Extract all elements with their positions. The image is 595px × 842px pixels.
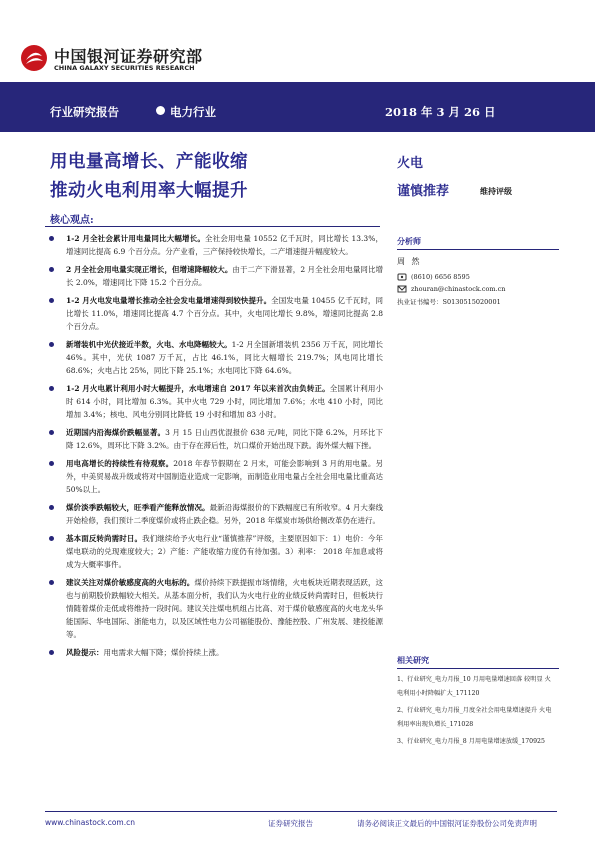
bullet-text: 由于二产下滑显著，2 月全社会用电量同比增长 2.0%，增速同比下降 15.2 个百分点。 [66, 265, 383, 287]
bullet-text: 2018 年春节假期在 2 月末，可能会影响到 3 月的用电量。另外，中美贸易战升级或将对中国制造业造成一定影响，而制造业用电量占全社会用电量比重高达 50%以上。 [66, 459, 383, 494]
core-bullet [48, 576, 383, 641]
bullet-dot-icon [49, 461, 54, 466]
bullet-text: 全国发电量 10455 亿千瓦时，同比增长 11.0%，增速同比提高 4.7 个百分点。其中，火电同比增长 9.8%，增速同比提高 2.8 个百分点。 [66, 296, 383, 331]
bullet-text: 煤价持续下跌提振市场情绪，火电板块近期表现活跃，这也与前期股价跌幅较大相关。从基本面分析，我们认为火电行业的业绩反转尚需时日，但板块行情随着煤价走低或将维持一段时间。建议关注煤电机组占比高、对于煤价敏感度高的火电龙头华能国际、华电国际、浙能电力，以及区域性电力公司福能股份、豫能控股、广州发展、建投能源等。 [66, 578, 383, 639]
core-bullet [48, 263, 383, 289]
analyst-section [397, 236, 559, 247]
bullet-heading: 近期国内沿海煤价跌幅显著。 [66, 428, 166, 437]
related-label: 相关研究 [397, 655, 429, 665]
footer-category: 证券研究报告 [268, 819, 313, 828]
bullet-heading: 基本面反转尚需时日。 [66, 534, 143, 543]
related-divider [397, 668, 559, 669]
core-heading: 核心观点: [50, 215, 94, 226]
bullet-heading: 用电高增长的持续性有待观察。 [66, 459, 174, 468]
report-title-line2: 推动火电利用率大幅提升 [50, 181, 248, 201]
email-icon [397, 285, 407, 293]
brand-name-en: CHINA GALAXY SECURITIES RESEARCH [54, 64, 195, 72]
bullet-heading: 新增装机中光伏接近半数，火电、水电降幅较大。 [66, 340, 232, 349]
core-divider [45, 226, 380, 227]
report-date: 2018 年 3 月 26 日 [385, 105, 496, 119]
bullet-dot-icon [49, 430, 54, 435]
bullet-text: 3 月 15 日山西优混报价 638 元/吨，同比下降 6.2%，月环比下降 12.6%，周环比下降 3.2%。由于存在滞后性，坑口煤价开始出现下跌。海外煤大幅下挫。 [66, 428, 384, 450]
core-bullet [48, 338, 383, 377]
analyst-email-row [397, 285, 505, 293]
related-list [397, 673, 557, 752]
analyst-phone: (8610) 6656 8595 [411, 273, 470, 281]
phone-icon [397, 273, 407, 281]
bullet-dot-icon [49, 236, 54, 241]
report-title-line1: 用电量高增长、产能收缩 [50, 152, 248, 172]
core-bullet [48, 232, 383, 258]
bullet-dot-icon [49, 342, 54, 347]
analyst-divider [397, 249, 559, 250]
bullet-dot-icon [49, 580, 54, 585]
rating-industry: 火电 [397, 156, 424, 171]
rating-value: 谨慎推荐 [397, 184, 450, 199]
footer-divider [45, 811, 557, 812]
bullet-dot-icon [49, 536, 54, 541]
related-item[interactable]: 3、行业研究_电力月报_8 月用电量增速放缓_170925 [397, 738, 545, 745]
core-bullet [48, 532, 383, 571]
core-bullet [48, 457, 383, 496]
bullet-heading: 建议关注对煤价敏感度高的火电标的。 [66, 578, 195, 587]
bullet-heading: 1-2 月全社会累计用电量同比大幅增长。 [66, 234, 205, 243]
bullet-dot-icon [49, 267, 54, 272]
core-bullet [48, 382, 383, 421]
core-bullet-list [48, 232, 383, 664]
bullet-dot-icon [49, 650, 54, 655]
brand-logo [20, 42, 230, 78]
core-bullet [48, 646, 383, 659]
report-type: 行业研究报告 [50, 105, 119, 119]
galaxy-logo-icon [20, 44, 48, 72]
bullet-text: 全社会用电量 10552 亿千瓦时，同比增长 13.3%，增速同比提高 6.9 个百分点。分产业看，三产保持较快增长，二产增速提升幅度较大。 [66, 234, 383, 256]
bullet-dot-icon [49, 298, 54, 303]
related-item[interactable]: 2、行业研究_电力月报_月度全社会用电量增速提升 火电利用率出现负增长_171028 [397, 707, 552, 728]
bullet-heading: 2 月全社会用电量实现正增长，但增速降幅较大。 [66, 265, 233, 274]
bullet-heading: 风险提示： [66, 648, 104, 657]
rating-maintain: 维持评级 [480, 186, 512, 196]
footer-url[interactable]: www.chinastock.com.cn [45, 818, 135, 827]
bullet-dot-icon [49, 386, 54, 391]
bullet-text: 我们继续给予火电行业“谨慎推荐”评级，主要原因如下：1）电价：今年煤电联动的兑现难度较大；2）产能：产能收缩力度仍有待加强。3）利率： 2018 年加息或将成为大概率事件。 [66, 534, 383, 569]
bullet-heading: 煤价淡季跌幅较大，旺季看产能释放情况。 [66, 503, 210, 512]
bullet-text: 用电需求大幅下降；煤价持续上涨。 [103, 648, 224, 657]
core-bullet [48, 501, 383, 527]
bullet-dot-icon [49, 505, 54, 510]
bullet-heading: 1-2 月火电累计利用小时大幅提升，水电增速自 2017 年以来首次由负转正。 [66, 384, 330, 393]
footer-disclaimer: 请务必阅读正文最后的中国银河证券股份公司免责声明 [357, 819, 537, 828]
bullet-text: 最新沿海煤报价的下跌幅度已有所收窄。4 月大秦线开始检修，我们预计二季度煤价或将止跌企稳。另外，2018 年煤炭市场供给侧改革仍在进行。 [66, 503, 384, 525]
bullet-dot-icon [156, 106, 165, 115]
core-bullet [48, 426, 383, 452]
bullet-text: 1-2 月全国新增装机 2356 万千瓦，同比增长 46%。其中，光伏 1087 万千瓦，占比 46.1%，同比大幅增长 219.7%；风电同比增长 68.6%；火电占比 25%，同比下降 25.1%；水电同比下降 64.6%。 [66, 340, 383, 375]
core-bullet [48, 294, 383, 333]
related-item[interactable]: 1、行业研究_电力月报_10 月用电量增速回落 较明显 火电利用小时降幅扩大_171120 [397, 676, 551, 697]
brand-name-cn: 中国银河证券研究部 [54, 47, 203, 66]
analyst-name: 周 然 [397, 257, 422, 266]
analyst-label: 分析师 [397, 236, 421, 246]
analyst-phone-row [397, 273, 470, 281]
analyst-license: 执业证书编号：S0130515020001 [397, 298, 501, 306]
bullet-heading: 1-2 月火电发电量增长推动全社会发电量增速得到较快提升。 [66, 296, 272, 305]
analyst-email[interactable]: zhouran@chinastock.com.cn [411, 285, 506, 293]
bullet-text: 全国累计利用小时 614 小时，同比增加 6.3%。其中火电 729 小时，同比增加 7.6%；水电 410 小时，同比增加 3.4%；核电、风电分别同比降低 19 小时和增加 83 小时。 [66, 384, 383, 419]
report-industry: 电力行业 [170, 105, 216, 119]
